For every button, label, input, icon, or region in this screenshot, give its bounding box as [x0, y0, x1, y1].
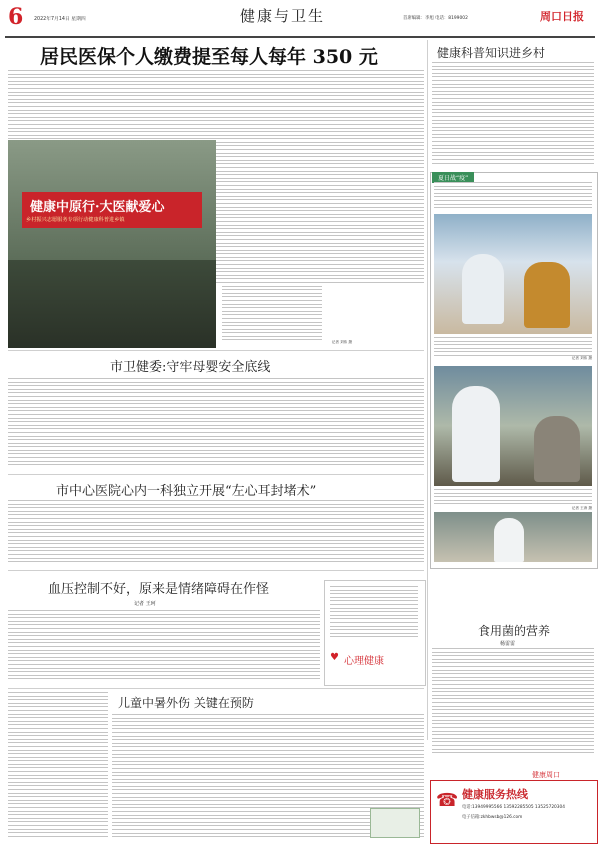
text-line	[330, 622, 418, 623]
text-line	[8, 657, 320, 658]
text-line	[434, 348, 592, 349]
text-line	[112, 775, 424, 776]
text-line	[8, 825, 108, 826]
text-line	[330, 633, 418, 634]
text-line	[432, 695, 594, 696]
text-line	[8, 621, 320, 622]
text-line	[8, 614, 320, 615]
child-headline: 儿童中暑外伤 关键在预防	[118, 696, 254, 710]
right-article-text	[432, 62, 594, 168]
heart-icon: ♥	[330, 652, 339, 663]
text-line	[8, 628, 320, 629]
text-line	[432, 120, 594, 121]
text-line	[432, 163, 594, 164]
worker-figure-3	[494, 518, 524, 562]
text-line	[8, 400, 424, 401]
text-line	[222, 286, 322, 287]
text-line	[8, 739, 108, 740]
summer-box-intro	[434, 182, 592, 212]
photo-caption-block	[222, 264, 322, 344]
text-line	[432, 112, 594, 113]
text-line	[8, 832, 108, 833]
text-line	[432, 738, 594, 739]
issue-date: 2022年7月14日 星期四	[34, 17, 86, 22]
text-line	[434, 200, 592, 201]
text-line	[8, 518, 424, 519]
mushroom-headline: 食用菌的营养	[478, 624, 551, 638]
text-line	[8, 836, 108, 837]
editor-info: 首席编辑：李旭 电话：8199002	[403, 16, 468, 21]
hospital-headline: 市中心医院心内一科独立开展“左心耳封堵术”	[56, 484, 317, 499]
text-line	[432, 662, 594, 663]
text-line	[432, 66, 594, 67]
text-line	[432, 749, 594, 750]
text-line	[8, 421, 424, 422]
text-line	[8, 558, 424, 559]
text-line	[8, 436, 424, 437]
text-line	[112, 800, 424, 801]
text-line	[432, 69, 594, 70]
text-line	[8, 389, 424, 390]
text-line	[112, 804, 424, 805]
text-line	[432, 134, 594, 135]
header-rule	[5, 36, 595, 38]
text-line	[8, 746, 108, 747]
text-line	[112, 743, 424, 744]
text-line	[8, 453, 424, 454]
text-line	[8, 753, 108, 754]
text-line	[222, 293, 322, 294]
child-lead-text	[8, 692, 108, 842]
text-line	[222, 282, 322, 283]
bp-text	[8, 610, 320, 682]
text-line	[8, 536, 424, 537]
text-line	[330, 593, 418, 594]
text-line	[112, 786, 424, 787]
worker-figure	[462, 254, 504, 324]
text-line	[330, 604, 418, 605]
text-line	[112, 725, 424, 726]
text-line	[8, 414, 424, 415]
text-line	[8, 646, 320, 647]
text-line	[222, 296, 322, 297]
text-line	[112, 757, 424, 758]
text-line	[8, 778, 108, 779]
text-line	[432, 670, 594, 671]
text-line	[432, 155, 594, 156]
text-line	[8, 543, 424, 544]
text-line	[8, 428, 424, 429]
text-line	[222, 336, 322, 337]
text-line	[112, 789, 424, 790]
maternal-text	[8, 378, 424, 468]
service-title: 健康服务热线	[462, 788, 528, 801]
health-zhoukou-label: 健康周口	[532, 771, 560, 779]
text-line	[330, 597, 418, 598]
text-line	[8, 818, 108, 819]
text-line	[432, 152, 594, 153]
text-line	[434, 193, 592, 194]
text-line	[432, 731, 594, 732]
text-line	[432, 706, 594, 707]
text-line	[222, 318, 322, 319]
text-line	[222, 332, 322, 333]
text-line	[8, 507, 424, 508]
text-line	[8, 821, 108, 822]
text-line	[8, 624, 320, 625]
text-line	[330, 600, 418, 601]
text-line	[432, 84, 594, 85]
text-line	[8, 550, 424, 551]
text-line	[8, 450, 424, 451]
volunteer-event-photo	[8, 140, 216, 348]
photo-2-author: 记者 王涛 摄	[571, 506, 592, 510]
text-line	[434, 351, 592, 352]
text-line	[8, 793, 108, 794]
text-line	[8, 418, 424, 419]
text-line	[8, 540, 424, 541]
text-line	[8, 807, 108, 808]
text-line	[8, 511, 424, 512]
text-line	[330, 615, 418, 616]
text-line	[432, 94, 594, 95]
text-line	[222, 329, 322, 330]
text-line	[8, 706, 108, 707]
text-line	[432, 123, 594, 124]
section-title: 健康与卫生	[240, 7, 326, 25]
text-line	[432, 73, 594, 74]
text-line	[222, 289, 322, 290]
text-line	[8, 775, 108, 776]
main-col-4	[326, 70, 424, 288]
text-line	[112, 750, 424, 751]
text-line	[432, 745, 594, 746]
photo-banner-text: 健康中原行·大医献爱心	[30, 200, 165, 215]
rule-2	[8, 474, 424, 475]
text-line	[432, 680, 594, 681]
text-line	[8, 610, 320, 611]
text-line	[8, 446, 424, 447]
text-line	[222, 271, 322, 272]
rule-1	[8, 350, 424, 351]
text-line	[8, 789, 108, 790]
text-line	[330, 608, 418, 609]
text-line	[112, 797, 424, 798]
text-line	[8, 439, 424, 440]
text-line	[432, 702, 594, 703]
text-line	[8, 561, 424, 562]
nucleic-test-photo-1	[434, 214, 592, 334]
text-line	[8, 750, 108, 751]
text-line	[432, 116, 594, 117]
text-line	[222, 268, 322, 269]
text-line	[432, 91, 594, 92]
text-line	[8, 554, 424, 555]
text-line	[112, 754, 424, 755]
text-line	[8, 632, 320, 633]
heart-column-label: 心理健康	[344, 656, 384, 667]
text-line	[330, 636, 418, 637]
text-line	[222, 300, 322, 301]
text-line	[8, 514, 424, 515]
column-divider	[427, 40, 428, 740]
photo-crowd	[8, 260, 216, 348]
text-line	[8, 771, 108, 772]
page-number: 6	[8, 4, 24, 30]
knowledge-box	[370, 808, 420, 838]
rule-4	[8, 688, 424, 689]
text-line	[330, 586, 418, 587]
heart-column-text	[330, 586, 418, 642]
text-line	[432, 127, 594, 128]
text-line	[434, 186, 592, 187]
text-line	[222, 264, 322, 265]
text-line	[112, 739, 424, 740]
paper-name: 周口日报	[540, 10, 584, 23]
text-line	[222, 325, 322, 326]
text-line	[432, 141, 594, 142]
text-line	[8, 678, 320, 679]
text-line	[434, 489, 592, 490]
rule-3	[8, 570, 424, 571]
text-line	[8, 403, 424, 404]
text-line	[432, 713, 594, 714]
text-line	[8, 382, 424, 383]
text-line	[432, 80, 594, 81]
text-line	[8, 504, 424, 505]
text-line	[434, 496, 592, 497]
text-line	[434, 341, 592, 342]
text-line	[432, 741, 594, 742]
text-line	[8, 757, 108, 758]
text-line	[8, 396, 424, 397]
worker-figure-2	[452, 386, 500, 482]
text-line	[434, 500, 592, 501]
text-line	[8, 443, 424, 444]
text-line	[432, 727, 594, 728]
text-line	[432, 677, 594, 678]
text-line	[432, 652, 594, 653]
text-line	[8, 407, 424, 408]
text-line	[8, 782, 108, 783]
text-line	[432, 688, 594, 689]
text-line	[432, 148, 594, 149]
nucleic-test-photo-2	[434, 366, 592, 486]
text-line	[8, 814, 108, 815]
text-line	[8, 664, 320, 665]
text-line	[8, 811, 108, 812]
nucleic-test-photo-3	[434, 512, 592, 562]
text-line	[8, 635, 320, 636]
text-line	[112, 732, 424, 733]
text-line	[432, 159, 594, 160]
text-line	[434, 493, 592, 494]
text-line	[8, 522, 424, 523]
text-line	[8, 742, 108, 743]
text-line	[434, 196, 592, 197]
text-line	[8, 692, 108, 693]
text-line	[434, 182, 592, 183]
text-line	[330, 618, 418, 619]
text-line	[8, 642, 320, 643]
text-line	[8, 639, 320, 640]
text-line	[8, 800, 108, 801]
text-line	[432, 655, 594, 656]
text-line	[8, 432, 424, 433]
bp-headline: 血压控制不好，原来是情绪障碍在作怪	[48, 582, 270, 597]
mushroom-byline: 杨雷雷	[500, 641, 516, 647]
text-line	[222, 304, 322, 305]
text-line	[8, 717, 108, 718]
text-line	[112, 761, 424, 762]
mushroom-text	[432, 648, 594, 758]
text-line	[432, 673, 594, 674]
text-line	[222, 322, 322, 323]
text-line	[8, 617, 320, 618]
text-line	[432, 109, 594, 110]
maternal-headline: 市卫健委:守牢母婴安全底线	[110, 360, 271, 375]
text-line	[434, 207, 592, 208]
text-line	[8, 721, 108, 722]
text-line	[432, 648, 594, 649]
text-line	[432, 709, 594, 710]
text-line	[8, 699, 108, 700]
right-headline: 健康科普知识进乡村	[437, 46, 546, 60]
text-line	[8, 529, 424, 530]
text-line	[8, 696, 108, 697]
text-line	[432, 666, 594, 667]
text-line	[432, 734, 594, 735]
elder-figure	[534, 416, 580, 482]
text-line	[112, 764, 424, 765]
service-email: 电子信箱:zkhbwsb@126.com	[462, 815, 523, 820]
text-line	[8, 671, 320, 672]
text-line	[222, 314, 322, 315]
text-line	[8, 392, 424, 393]
text-line	[432, 698, 594, 699]
text-line	[432, 145, 594, 146]
text-line	[8, 653, 320, 654]
text-line	[432, 723, 594, 724]
citizen-figure	[524, 262, 570, 328]
text-line	[8, 532, 424, 533]
text-line	[330, 590, 418, 591]
text-line	[112, 746, 424, 747]
text-line	[432, 716, 594, 717]
text-line	[112, 772, 424, 773]
main-col-3	[220, 70, 318, 288]
text-line	[330, 611, 418, 612]
text-line	[8, 767, 108, 768]
text-line	[8, 500, 424, 501]
text-line	[8, 710, 108, 711]
text-line	[8, 668, 320, 669]
text-line	[432, 130, 594, 131]
main-headline: 居民医保个人缴费提至每人每年 350 元	[40, 46, 378, 68]
text-line	[8, 714, 108, 715]
text-line	[432, 720, 594, 721]
phone-icon: ☎	[436, 790, 459, 811]
summer-box-label: 夏日战“疫”	[432, 172, 474, 183]
text-line	[434, 337, 592, 338]
text-line	[8, 385, 424, 386]
text-line	[112, 721, 424, 722]
text-line	[222, 307, 322, 308]
text-line	[330, 626, 418, 627]
text-line	[8, 735, 108, 736]
text-line	[8, 547, 424, 548]
text-line	[222, 278, 322, 279]
text-line	[432, 87, 594, 88]
text-line	[112, 714, 424, 715]
text-line	[8, 703, 108, 704]
text-line	[434, 503, 592, 504]
text-line	[432, 684, 594, 685]
text-line	[432, 691, 594, 692]
text-line	[8, 829, 108, 830]
text-line	[8, 724, 108, 725]
text-line	[8, 378, 424, 379]
text-line	[8, 425, 424, 426]
text-line	[8, 796, 108, 797]
text-line	[112, 728, 424, 729]
text-line	[432, 752, 594, 753]
text-line	[8, 785, 108, 786]
text-line	[8, 728, 108, 729]
text-line	[8, 650, 320, 651]
page-header	[0, 0, 600, 38]
text-line	[222, 311, 322, 312]
text-line	[112, 782, 424, 783]
text-line	[432, 659, 594, 660]
text-line	[8, 732, 108, 733]
photo-caption-author: 记者 刘伟 摄	[331, 340, 352, 344]
text-line	[8, 525, 424, 526]
text-line	[112, 736, 424, 737]
text-line	[330, 629, 418, 630]
text-line	[112, 768, 424, 769]
text-line	[112, 779, 424, 780]
photo-banner-subtext: 乡村振兴志愿服务专项行动健康科普进乡镇	[26, 217, 125, 223]
text-line	[8, 461, 424, 462]
text-line	[112, 793, 424, 794]
text-line	[112, 718, 424, 719]
text-line	[222, 275, 322, 276]
text-line	[434, 204, 592, 205]
hospital-text	[8, 500, 424, 566]
text-line	[432, 98, 594, 99]
text-line	[432, 76, 594, 77]
text-line	[8, 675, 320, 676]
text-line	[432, 62, 594, 63]
text-line	[8, 457, 424, 458]
text-line	[8, 764, 108, 765]
text-line	[8, 660, 320, 661]
text-line	[8, 410, 424, 411]
text-line	[434, 344, 592, 345]
text-line	[8, 464, 424, 465]
text-line	[432, 137, 594, 138]
service-phone: 电话:13949995566 13592285505 13525720304	[462, 805, 565, 810]
photo-1-author: 记者 刘伟 摄	[571, 356, 592, 360]
text-line	[432, 102, 594, 103]
text-line	[434, 189, 592, 190]
text-line	[8, 760, 108, 761]
text-line	[8, 803, 108, 804]
text-line	[432, 105, 594, 106]
bp-byline: 记者 王珂	[134, 601, 156, 607]
